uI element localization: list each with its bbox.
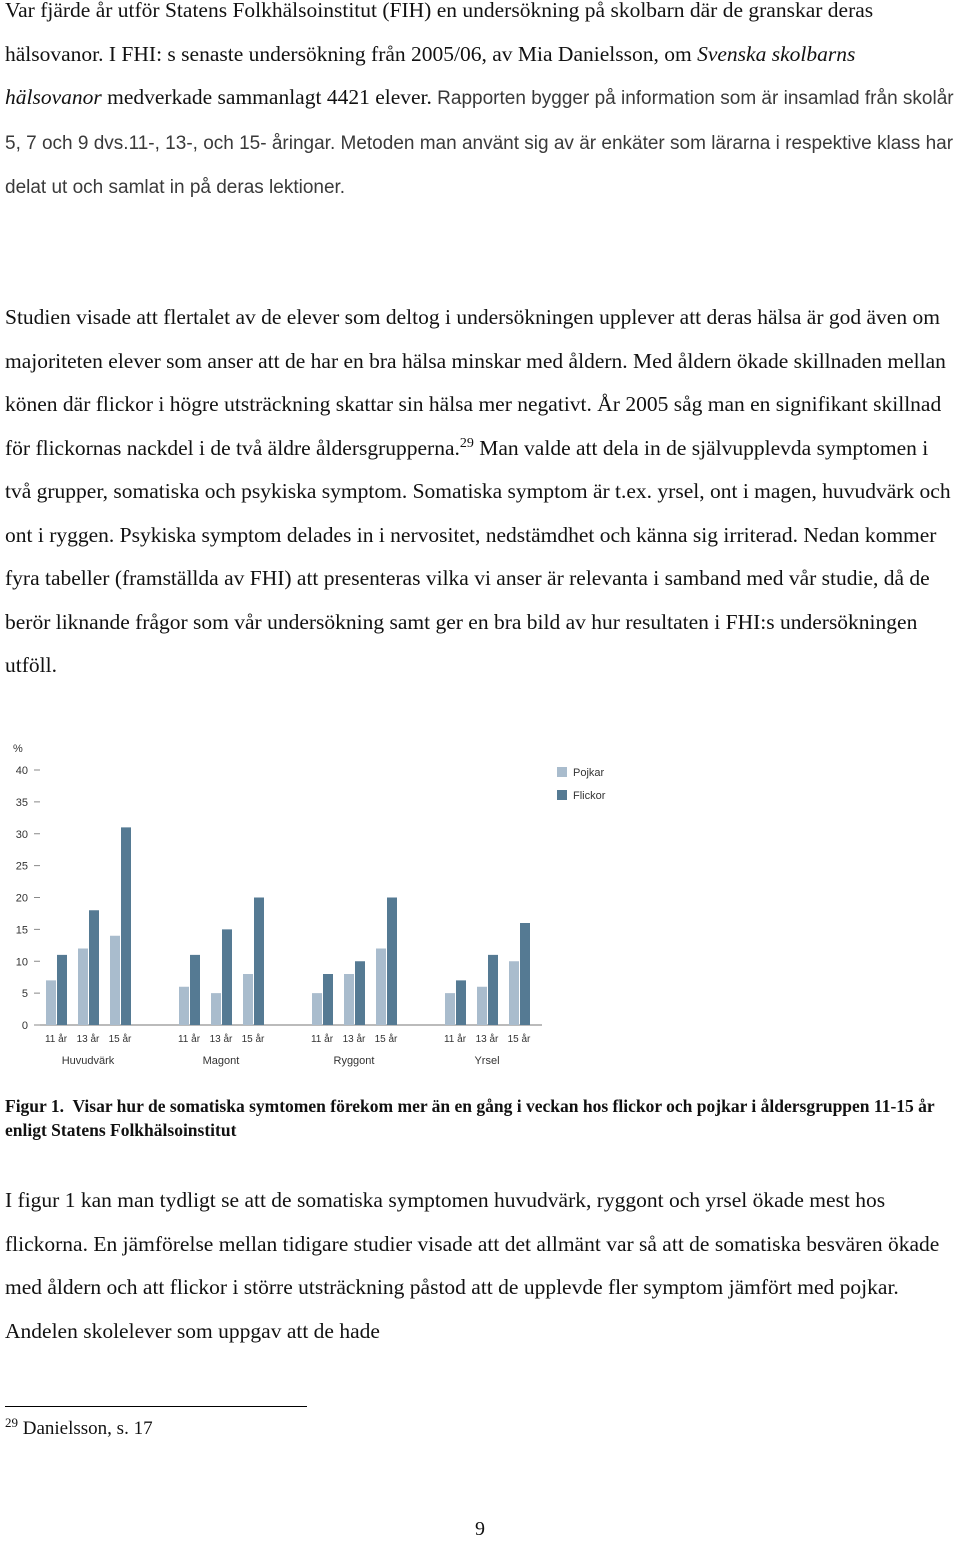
y-tick-label: 20 [15,892,28,905]
bar-flickor-huvudvärk-3 [121,827,131,1025]
x-age-label: 11 år [443,1034,467,1045]
y-tick-label: 35 [15,796,28,809]
paragraph-study [5,296,957,688]
footnote-text: Danielsson, s. 17 [22,1418,153,1439]
intro-text-b: medverkade sammanlagt 4421 elever. [101,85,432,109]
bar-pojkar-huvudvärk-1 [46,980,56,1025]
bar-pojkar-yrsel-2 [477,987,487,1025]
bar-flickor-ryggont-3 [387,898,397,1026]
study-text-b: Man valde att dela in de självupplevda symptomen i två grupper, somatiska och psykiska symptom. Somatiska symptom är t.ex. yrsel, ont i magen, huvudvärk och ont i ryggen. Psykiska symptom delades in i nervositet, nedstämdhet och känna sig irriterad. Nedan kommer fyra tabeller (framställda av FHI) att presenteras vilka vi anser är relevanta i samband med vår studie, då de berör liknande frågor som vår undersökning samt ger en bra bild av hur resultaten i FHI:s undersökningen utföll. [5,435,951,677]
legend-label-flickor: Flickor [573,790,606,802]
x-group-label: Yrsel [474,1055,500,1067]
bar-flickor-ryggont-1 [323,974,333,1025]
y-tick-label: 25 [15,860,28,873]
bar-flickor-ryggont-2 [355,961,365,1025]
footnote-number: 29 [5,1415,18,1430]
intro-text-d: Metoden man använt sig av är enkäter som lärarna i respektive klass har delat ut och samlat in på deras lektioner. [5,132,954,198]
x-group-label: Huvudvärk [61,1055,115,1067]
y-axis-unit: % [13,743,23,755]
bar-flickor-yrsel-2 [488,955,498,1025]
caption-label: Figur 1. [5,1096,64,1116]
intro-text-a: Var fjärde år utför Statens Folkhälsoinstitut (FIH) en undersökning på skolbarn där de granskar deras hälsovanor. I FHI: s senaste undersökning från 2005/06, av Mia Danielsson, om [5,0,874,66]
bar-pojkar-huvudvärk-2 [78,949,88,1026]
bar-flickor-magont-3 [254,898,264,1026]
study-text-a: Studien visade att flertalet av de elever som deltog i undersökningen upplever att deras hälsa är god även om majoriteten elever som anser att de har en bra hälsa minskar med åldern. Med åldern ökade skillnaden mellan könen där flickor i högre utsträckning skattar sin hälsa mer negativt. År 2005 såg man en signifikant skillnad för flickornas nackdel i de två äldre åldersgrupperna. [5,305,946,460]
x-age-label: 15 år [507,1034,531,1045]
discussion-text-b: En jämförelse mellan tidigare studier visade att det allmänt var så att de somatiska besvären ökade med åldern och att flickor i större utsträckning påstod att de upplevde fler symptom jämfört med pojkar. Andelen skolelever som uppgav att de hade [5,1231,940,1343]
y-tick-label: 30 [15,828,28,841]
x-group-label: Magont [202,1055,240,1067]
y-tick-label: 15 [15,924,28,937]
paragraph-discussion [5,1179,957,1353]
x-age-label: 13 år [342,1034,366,1045]
legend-swatch-pojkar [557,767,567,777]
bar-pojkar-magont-1 [179,987,189,1025]
bar-chart [0,735,640,1075]
x-age-label: 11 år [310,1034,334,1045]
y-tick-label: 5 [21,988,28,1001]
legend-swatch-flickor [557,790,567,800]
bar-flickor-huvudvärk-1 [57,955,67,1025]
x-age-label: 13 år [76,1034,100,1045]
bar-flickor-huvudvärk-2 [89,910,99,1025]
bar-pojkar-ryggont-1 [312,993,322,1025]
caption-text: Visar hur de somatiska symtomen förekom mer än en gång i veckan hos flickor och pojkar i åldersgruppen 11-15 år enligt Statens Folkhälsoinstitut [5,1096,935,1140]
bar-flickor-magont-1 [190,955,200,1025]
x-age-label: 15 år [374,1034,398,1045]
bar-flickor-yrsel-3 [520,923,530,1025]
report-title: Svenska skolbarns hälsovanor [5,41,856,109]
footnote-divider [5,1406,307,1407]
footnote-ref: 29 [459,435,474,451]
bar-pojkar-magont-2 [211,993,221,1025]
figure-caption [5,1094,955,1142]
bar-flickor-magont-2 [222,929,232,1025]
intro-text-c: Rapporten bygger på information som är insamlad från skolår 5, 7 och 9 dvs.11-, 13-, och 15- åringar. [5,88,954,154]
y-tick-label: 0 [21,1020,28,1032]
x-age-label: 13 år [475,1034,499,1045]
footnote [5,1415,153,1440]
bar-pojkar-yrsel-3 [509,961,519,1025]
bar-pojkar-yrsel-1 [445,993,455,1025]
bar-pojkar-huvudvärk-3 [110,936,120,1025]
bar-pojkar-ryggont-2 [344,974,354,1025]
legend-label-pojkar: Pojkar [573,767,605,779]
x-age-label: 11 år [44,1034,68,1045]
y-tick-label: 10 [15,956,28,969]
y-tick-label: 40 [15,765,28,777]
x-age-label: 13 år [209,1034,233,1045]
x-age-label: 11 år [177,1034,201,1045]
bar-pojkar-ryggont-3 [376,949,386,1026]
paragraph-intro [5,0,957,210]
x-age-label: 15 år [108,1034,132,1045]
x-age-label: 15 år [241,1034,265,1045]
bar-flickor-yrsel-1 [456,980,466,1025]
x-group-label: Ryggont [333,1055,375,1067]
page-number: 9 [475,1518,485,1540]
bar-pojkar-magont-3 [243,974,253,1025]
discussion-text-a: I figur 1 kan man tydligt se att de somatiska symptomen huvudvärk, ryggont och yrsel ökade mest hos flickorna. [5,1188,886,1256]
